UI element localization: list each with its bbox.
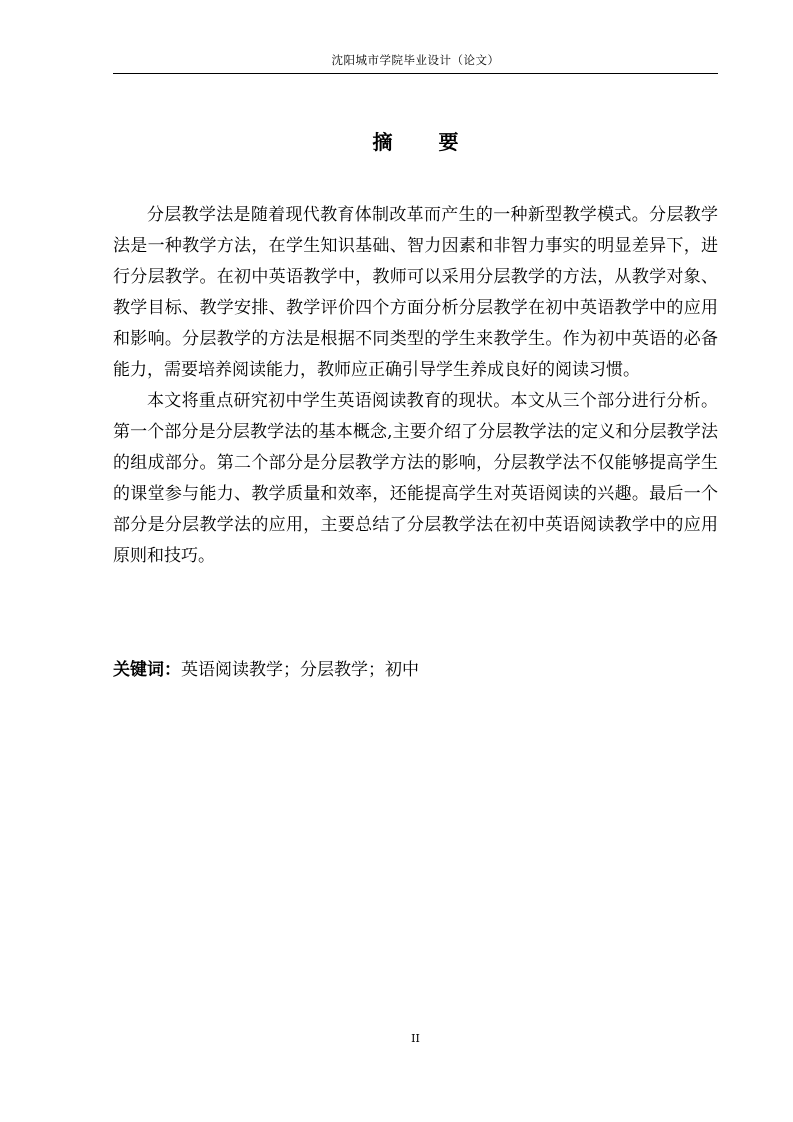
keywords-value: 英语阅读教学；分层教学；初中 <box>181 660 419 680</box>
abstract-paragraph-2: 本文将重点研究初中学生英语阅读教育的现状。本文从三个部分进行分析。第一个部分是分层教学法的基本概念,主要介绍了分层教学法的定义和分层教学法的组成部分。第二个部分是分层教学方法的影响，分层教学法不仅能够提高学生的课堂参与能力、教学质量和效率，还能提高学生对英语阅读的兴趣。最后一个部分是分层教学法的应用，主要总结了分层教学法在初中英语阅读教学中的应用原则和技巧。 <box>113 391 718 566</box>
abstract-body <box>113 200 718 572</box>
keywords-line <box>113 656 718 684</box>
abstract-title: 摘要 <box>372 130 505 154</box>
keywords-label: 关键词： <box>113 660 181 680</box>
header-rule <box>113 73 718 74</box>
page-number: II <box>411 1032 420 1045</box>
running-header: 沈阳城市学院毕业设计（论文） <box>331 53 500 67</box>
abstract-paragraph-1: 分层教学法是随着现代教育体制改革而产生的一种新型教学模式。分层教学法是一种教学方法，在学生知识基础、智力因素和非智力事实的明显差异下，进行分层教学。在初中英语教学中，教师可以采用分层教学的方法，从教学对象、教学目标、教学安排、教学评价四个方面分析分层教学在初中英语教学中的应用和影响。分层教学的方法是根据不同类型的学生来教学生。作为初中英语的必备能力，需要培养阅读能力，教师应正确引导学生养成良好的阅读习惯。 <box>113 205 718 380</box>
